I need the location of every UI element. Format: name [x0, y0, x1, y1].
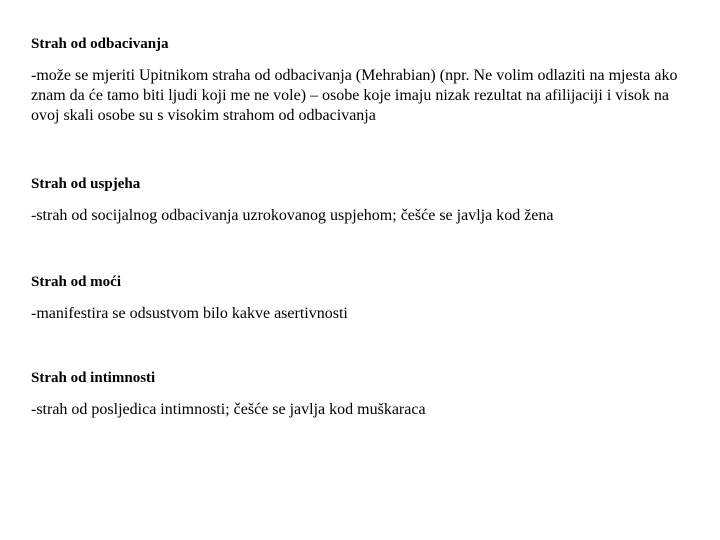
section-fear-of-intimacy: [31, 368, 699, 420]
section-fear-of-power: [31, 272, 699, 324]
section-text: -strah od posljedica intimnosti; češće se javlja kod muškaraca: [31, 401, 426, 418]
section-heading: Strah od moći: [31, 274, 121, 290]
section-heading: Strah od odbacivanja: [31, 36, 169, 52]
section-heading: Strah od uspjeha: [31, 176, 141, 192]
section-heading: Strah od intimnosti: [31, 370, 156, 386]
section-fear-of-rejection: [31, 34, 699, 126]
section-text: -strah od socijalnog odbacivanja uzrokovanog uspjehom; češće se javlja kod žena: [31, 207, 554, 224]
section-text: -manifestira se odsustvom bilo kakve asertivnosti: [31, 305, 348, 322]
section-fear-of-success: [31, 174, 699, 226]
section-text: -može se mjeriti Upitnikom straha od odbacivanja (Mehrabian) (npr. Ne volim odlaziti na mjesta ako znam da će tamo biti ljudi koji me ne vole) – osobe koje imaju nizak rezultat na afilijaciji i visok na ovoj skali osobe su s visokim strahom od odbacivanja: [31, 67, 678, 124]
